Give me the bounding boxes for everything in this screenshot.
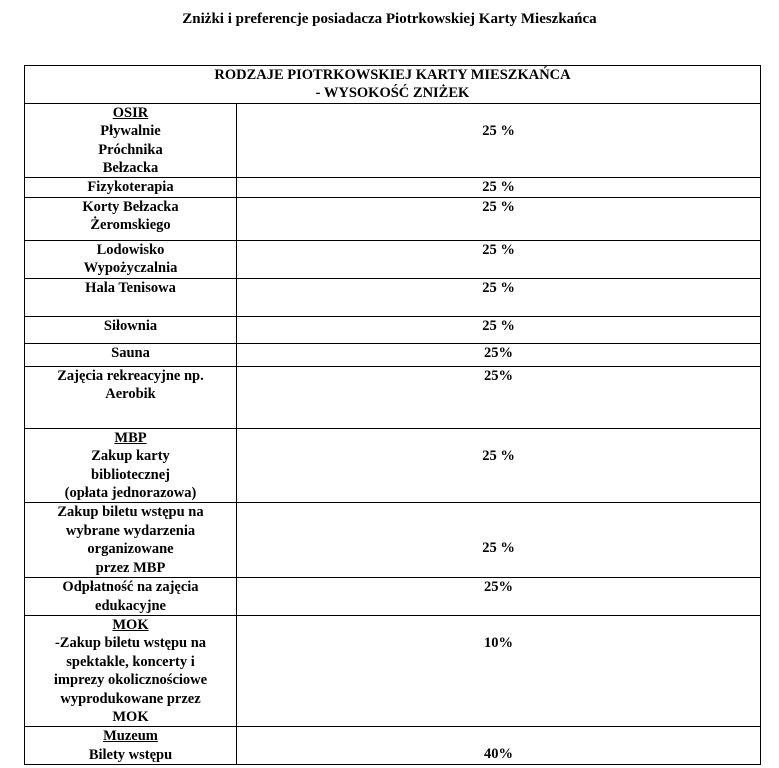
discount-value: 25 % xyxy=(482,447,515,464)
discount-value: 25% xyxy=(484,579,513,596)
facility-line: Odpłatność na zajęcia xyxy=(62,579,199,596)
facility-line: Zakup karty xyxy=(91,448,170,465)
discount-value: 40% xyxy=(484,746,513,763)
discount-cell xyxy=(237,727,761,765)
discount-cell xyxy=(237,578,761,616)
discount-value: 25 % xyxy=(482,179,515,196)
facility-cell-osir xyxy=(25,103,237,178)
facility-cell xyxy=(25,278,237,316)
discount-cell xyxy=(237,278,761,316)
facility-line: wybrane wydarzenia xyxy=(65,522,196,539)
facility-cell xyxy=(25,343,237,366)
facility-line: przez MBP xyxy=(95,559,166,576)
facility-cell xyxy=(25,316,237,343)
facility-cell-mbp xyxy=(25,428,237,503)
header-line-2: - WYSOKOŚĆ ZNIŻEK xyxy=(315,85,470,102)
facility-line: Zajęcia rekreacyjne np. xyxy=(57,367,204,384)
facility-cell xyxy=(25,178,237,197)
facility-line: (opłata jednorazowa) xyxy=(64,485,197,502)
facility-line: -Zakup biletu wstępu na xyxy=(54,635,207,652)
facility-line: Wypożyczalnia xyxy=(83,260,178,277)
facility-line: Bełzacka xyxy=(102,160,159,177)
table-row xyxy=(25,103,761,178)
facility-cell xyxy=(25,240,237,278)
table-row xyxy=(25,727,761,765)
table-header-row xyxy=(25,66,761,104)
discount-cell xyxy=(237,366,761,428)
discount-value: 25 % xyxy=(482,540,515,557)
facility-line: organizowane xyxy=(87,541,174,558)
discount-value: 25 % xyxy=(482,122,515,139)
facility-line: Aerobik xyxy=(105,386,156,403)
discount-value: 25 % xyxy=(482,241,515,258)
facility-line: imprezy okolicznościowe xyxy=(53,672,208,689)
facility-line: Hala Tenisowa xyxy=(85,279,176,296)
facility-line: Fizykoterapia xyxy=(87,179,174,196)
table-row xyxy=(25,316,761,343)
facility-cell-mok xyxy=(25,615,237,726)
facility-cell-muzeum xyxy=(25,727,237,765)
table-row xyxy=(25,197,761,240)
header-line-1: RODZAJE PIOTRKOWSKIEJ KARTY MIESZKAŃCA xyxy=(214,67,571,83)
facility-line: Bilety wstępu xyxy=(88,746,173,763)
table-row xyxy=(25,178,761,197)
facility-line: Pływalnie xyxy=(100,123,161,140)
facility-line: spektakle, koncerty i xyxy=(66,653,195,670)
facility-line: Siłownia xyxy=(103,317,158,334)
discount-cell xyxy=(237,343,761,366)
facility-line: wyprodukowane przez xyxy=(60,690,201,707)
table-row xyxy=(25,240,761,278)
discount-value: 25% xyxy=(484,344,513,361)
discount-cell xyxy=(237,615,761,726)
section-heading-mok: MOK xyxy=(112,616,149,633)
section-heading-muzeum: Muzeum xyxy=(103,728,158,745)
discount-value: 25 % xyxy=(482,317,515,334)
discount-cell xyxy=(237,503,761,578)
section-heading-osir: OSIR xyxy=(112,104,149,121)
table-row xyxy=(25,615,761,726)
discount-cell xyxy=(237,240,761,278)
table-row xyxy=(25,428,761,503)
discount-cell xyxy=(237,103,761,178)
facility-line: Próchnika xyxy=(98,141,163,158)
discount-cell xyxy=(237,428,761,503)
table-header xyxy=(25,66,761,104)
facility-cell xyxy=(25,578,237,616)
facility-line: Żeromskiego xyxy=(90,217,171,234)
discount-cell xyxy=(237,316,761,343)
facility-cell xyxy=(25,197,237,240)
facility-line: Korty Bełzacka xyxy=(82,198,179,215)
discount-value: 25% xyxy=(484,367,513,384)
table-row xyxy=(25,278,761,316)
table-row xyxy=(25,343,761,366)
page-title: Zniżki i preferencje posiadacza Piotrkowskiej Karty Mieszkańca xyxy=(182,11,597,27)
discount-value: 25 % xyxy=(482,198,515,215)
facility-line: MOK xyxy=(112,708,149,725)
facility-line: Sauna xyxy=(111,344,150,361)
facility-line: Lodowisko xyxy=(96,241,165,258)
discount-value: 25 % xyxy=(482,279,515,296)
table-row xyxy=(25,503,761,578)
facility-line: Zakup biletu wstępu na xyxy=(57,504,204,521)
facility-cell xyxy=(25,366,237,428)
facility-line: edukacyjne xyxy=(95,597,166,614)
discount-cell xyxy=(237,197,761,240)
facility-line: bibliotecznej xyxy=(91,466,170,483)
discount-cell xyxy=(237,178,761,197)
facility-cell xyxy=(25,503,237,578)
table-row xyxy=(25,578,761,616)
section-heading-mbp: MBP xyxy=(114,429,147,446)
table-row xyxy=(25,366,761,428)
discount-table xyxy=(24,65,761,765)
discount-value: 10% xyxy=(484,634,513,651)
